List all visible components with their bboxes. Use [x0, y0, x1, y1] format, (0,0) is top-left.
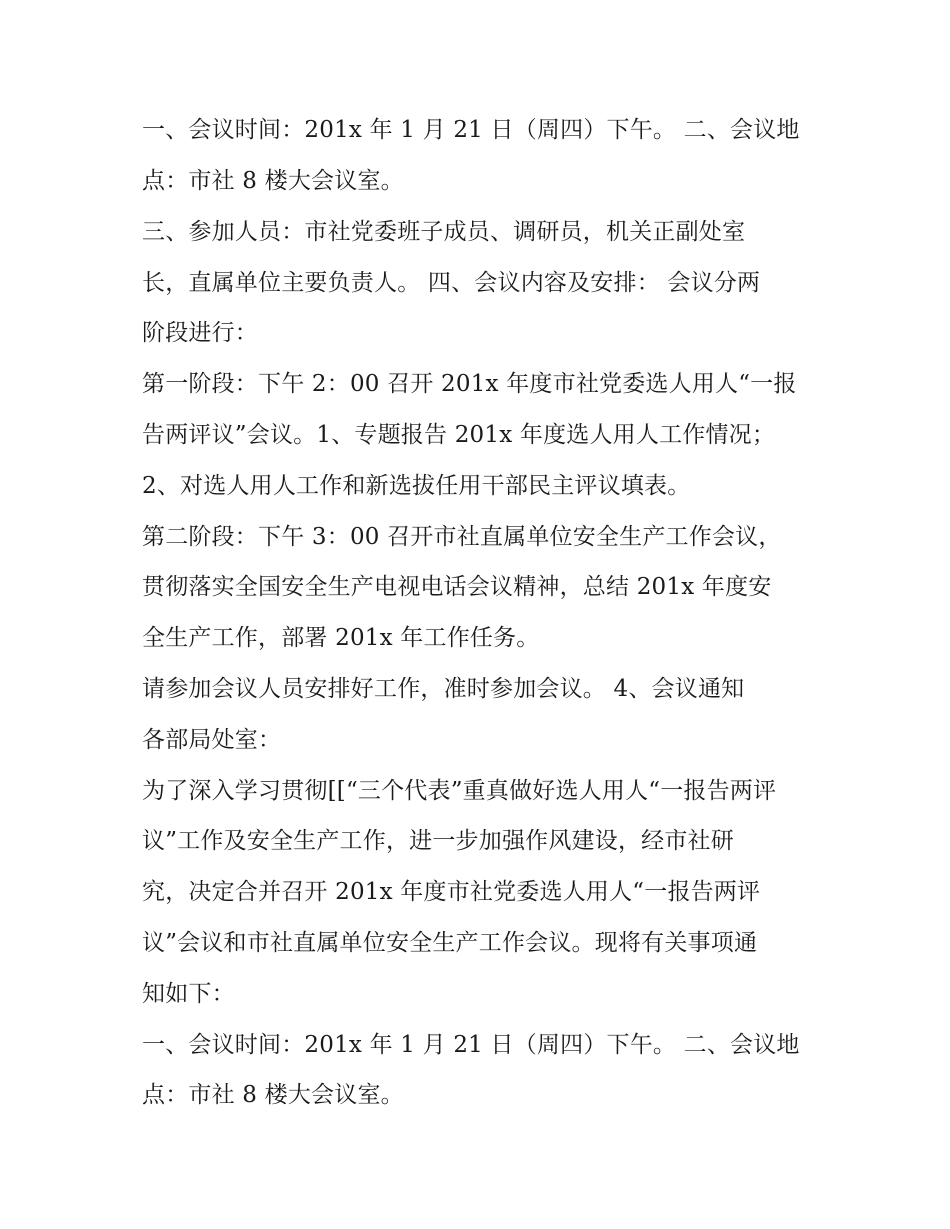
text-line: 全生产工作，部署 201x 年工作任务。 [142, 625, 540, 651]
text-line: 知如下： [142, 981, 235, 1007]
text-line: 请参加会议人员安排好工作，准时参加会议。 4、会议通知 [142, 676, 745, 702]
text-line: 第一阶段：下午 2：00 召开 201x 年度市社党委选人用人“一报 [142, 371, 797, 397]
text-line: 为了深入学习贯彻[[“三个代表”重真做好选人用人“一报告两评 [142, 778, 777, 804]
text-line: 一、会议时间：201x 年 1 月 21 日（周四）下午。 二、会议地 [142, 1032, 800, 1058]
text-line: 各部局处室： [142, 727, 282, 753]
text-line: 议”会议和市社直属单位安全生产工作会议。现将有关事项通 [142, 930, 758, 956]
text-line: 点：市社 8 楼大会议室。 [142, 168, 404, 194]
text-line: 阶段进行： [142, 320, 258, 346]
text-line: 长，直属单位主要负责人。 四、会议内容及安排： 会议分两 [142, 270, 761, 296]
text-line: 点：市社 8 楼大会议室。 [142, 1082, 404, 1108]
text-line: 2、对选人用人工作和新选拔任用干部民主评议填表。 [142, 473, 691, 499]
text-line: 究，决定合并召开 201x 年度市社党委选人用人“一报告两评 [142, 879, 761, 905]
text-line: 三、参加人员：市社党委班子成员、调研员，机关正副处室 [142, 219, 746, 245]
text-line: 一、会议时间：201x 年 1 月 21 日（周四）下午。 二、会议地 [142, 117, 800, 143]
text-line: 议”工作及安全生产工作，进一步加强作风建设，经市社研 [142, 828, 734, 854]
text-line: 第二阶段：下午 3：00 召开市社直属单位安全生产工作会议， [142, 524, 782, 550]
text-line: 贯彻落实全国安全生产电视电话会议精神，总结 201x 年度安 [142, 574, 772, 600]
text-line: 告两评议”会议。1、专题报告 201x 年度选人用人工作情况； [142, 422, 776, 448]
